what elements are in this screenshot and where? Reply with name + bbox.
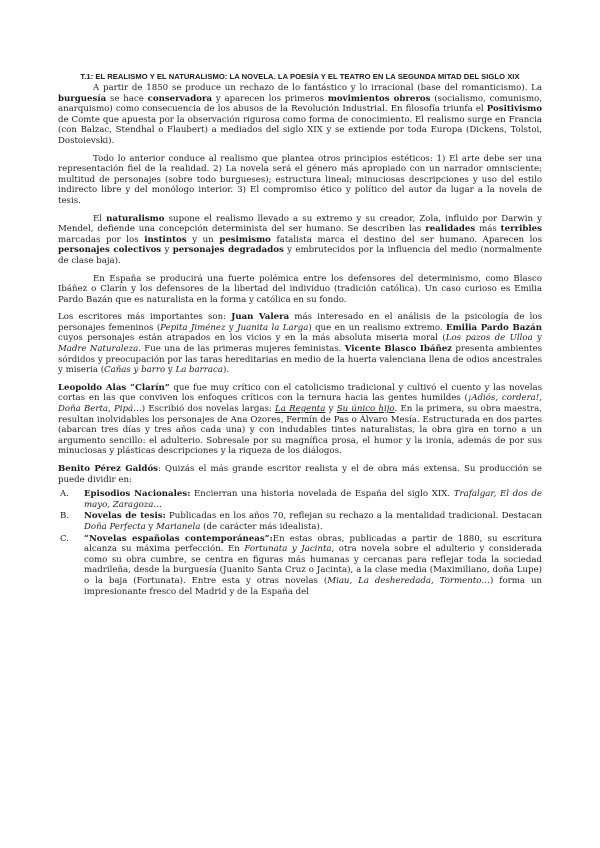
text: . Fue una de las primeras mujeres feministas.: [138, 344, 345, 355]
document-page: [58, 72, 542, 598]
text: , otra novela sobre el adulterio y considerada como su obra cumbre, se centra en figuras más humanas y cercanas para reflejar toda la sociedad madrileña, desde la burguesía (Juanito Santa Cruz o Jacinta), a la clase media (Maximiliano, doña Lupe) o la baja (Fortunata). Entre esta y otras novelas (: [84, 544, 542, 586]
text: presenta ambientes sórdidos y preocupación por las taras hereditarias en medio de la huerta valenciana llena de odios ancestrales y miseria (: [58, 344, 542, 376]
text: y: [145, 521, 157, 532]
bold-term: conservadora: [147, 93, 213, 104]
text: (socialismo, comunismo, anarquismo) como consecuencia de los abusos de la Revolución Industrial. En filosofía triunfa el: [58, 93, 542, 115]
text: ) que en un realismo extremo.: [308, 322, 447, 333]
bold-term: movimientos obreros: [327, 93, 431, 104]
galdos-works-list: [58, 489, 542, 597]
text: y: [325, 404, 337, 415]
list-item: [60, 511, 542, 532]
text: . En la primera, su obra maestra, resultan inolvidables los personajes de Ana Ozores, Fermín de Pas o Álvaro Mesía. Estructurada en dos partes (abarcan tres días y tres años cada una) y con indudables tintes naturalistas, la obra gira en torno a un argumento sencillo: el adulterio. Sobresale por su magnífica prosa, el humor y la ironía, además de por sus minuciosas y plásticas descripciones y la riqueza de los diálogos.: [58, 404, 542, 457]
bold-term: Novelas de tesis:: [84, 511, 166, 522]
list-marker: B.: [60, 511, 70, 522]
text: Los escritores más importantes son:: [58, 312, 232, 323]
work-title: Marianela: [156, 521, 201, 532]
work-title: ¡Adiós, cordera!, Doña Berta, Pipá…: [58, 393, 542, 415]
list-item: [60, 489, 542, 510]
author-name: Leopoldo Alas “Clarín”: [58, 382, 170, 393]
work-title: Los pazos de Ulloa: [445, 333, 533, 344]
list-item: [60, 533, 543, 598]
text: más interesado en el análisis de la psicología de los personajes femeninos (: [58, 312, 542, 333]
bold-term: burguesía: [58, 93, 107, 104]
author-name: Benito Pérez Galdós: [58, 464, 159, 474]
text: ) Escribió dos novelas largas:: [141, 404, 276, 415]
work-title: Doña Perfecta: [84, 521, 146, 532]
paragraph-spain-polemic: En España se producirá una fuerte polémica entre los defensores del determinismo, como Blasco Ibáñez o Clarín y los defensores de la libertad del individuo (tradición católica). Un caso curioso es Emilia Pardo Bazán que es naturalista en la forma y católica en su fondo.: [58, 273, 542, 305]
bold-term: terribles: [500, 224, 542, 235]
work-title: Fortunata y Jacinta: [244, 544, 332, 555]
work-title: La barraca: [175, 365, 223, 376]
text: se hace: [106, 93, 148, 104]
author-name: Vicente Blasco Ibáñez: [344, 344, 453, 355]
paragraph-naturalism: [58, 214, 542, 267]
bold-term: instintos: [144, 234, 187, 245]
work-title: Juanita la Larga: [237, 322, 309, 333]
bold-term: naturalismo: [106, 213, 165, 224]
text: y: [161, 245, 173, 256]
work-title: Madre Naturaleza: [58, 344, 139, 355]
bold-term: pesimismo: [219, 234, 271, 245]
list-marker: C.: [60, 533, 70, 544]
text: En estas obras, publicadas a partir de 1880, su escritura alcanza su máxima perfección. En: [84, 533, 542, 555]
bold-term: personajes degradados: [172, 245, 284, 256]
text: El: [93, 213, 107, 224]
work-title: Trafalgar, El dos de mayo, Zaragoza…: [84, 489, 542, 510]
text: y: [165, 365, 176, 376]
work-title: Su único hijo: [336, 404, 395, 415]
bold-term: “Novelas españolas contemporáneas”:: [84, 533, 273, 544]
text: (de carácter más idealista).: [200, 521, 323, 532]
author-name: Juan Valera: [231, 312, 290, 323]
text: y: [532, 333, 542, 344]
text: fatalista marca el destino del ser humano. Aparecen los: [270, 234, 542, 245]
text: Publicadas en los años 70, reflejan su rechazo a la mentalidad tradicional. Destacan: [165, 511, 542, 522]
text: que fue muy crítico con el catolicismo tradicional y cultivó el cuento y las novelas cortas en las que conviven los enfoques críticos con la ternura hacia las gentes humildes (: [58, 382, 542, 404]
paragraph-aesthetic-principles: Todo lo anterior conduce al realismo que plantea otros principios estéticos: 1) El arte debe ser una representación fiel de la realidad. 2) La novela será el género más apropiado con un narrador omnisciente; multitud de personajes (sobre todo burgueses); estructura lineal; minuciosas descripciones y uso del estilo indirecto libre y del monólogo interior. 3) El compromiso ético y político del autor da lugar a la novela de tesis.: [58, 153, 542, 206]
list-marker: A.: [60, 489, 69, 500]
text: marcadas por los: [58, 234, 145, 245]
text: y un: [186, 234, 220, 245]
text: ) forma un impresionante fresco del Madrid y de la España del: [84, 575, 543, 597]
text: : Quizás el más grande escritor realista y el de obra más extensa. Su producción se puede dividir en:: [58, 464, 542, 485]
bold-term: Positivismo: [486, 104, 542, 115]
work-title: Cañas y barro: [104, 365, 166, 376]
text: supone el realismo llevado a su extremo y su creador, Zola, influido por Darwin y Mendel, defiende una concepción determinista del ser humano. Se describen las: [58, 213, 542, 235]
paragraph-realism-origins: [58, 83, 542, 147]
text: y: [225, 322, 238, 333]
text: ).: [222, 365, 230, 376]
document-title: T.1: EL REALISMO Y EL NATURALISMO: LA NOVELA. LA POESÍA Y EL TEATRO EN LA SEGUNDA MITAD DEL SIGLO XIX: [80, 72, 520, 81]
text: Encierran una historia novelada de España del siglo XIX.: [190, 489, 454, 500]
bold-term: realidades: [425, 224, 476, 235]
text: más: [475, 224, 501, 235]
author-name: Emilia Pardo Bazán: [446, 322, 542, 333]
paragraph-galdos: [58, 464, 542, 485]
work-title: La Regenta: [275, 404, 326, 415]
bold-term: personajes colectivos: [58, 245, 162, 256]
text: A partir de 1850 se produce un rechazo de lo fantástico y lo irracional (base del romanticismo). La: [93, 83, 542, 93]
paragraph-main-writers: [58, 312, 542, 376]
work-title: Pepita Jiménez: [160, 322, 226, 333]
text: y aparecen los primeros: [212, 93, 328, 104]
text: y embrutecidos por la influencia del medio (normalmente de clase baja).: [58, 245, 542, 266]
text: de Comte que apuesta por la observación rigurosa como forma de conocimiento. El realismo surge en Francia (con Balzac, Stendhal o Flaubert) a mediados del siglo XIX y se extiende por toda Europa (Dickens, Tolstoi, Dostoievski).: [58, 114, 542, 146]
bold-term: Episodios Nacionales:: [84, 489, 191, 500]
text: cuyos personajes están atrapados en los vicios y en la más absoluta miseria moral (: [58, 333, 446, 344]
work-title: Miau, La desheredada, Tormento…: [327, 575, 490, 586]
paragraph-clarin: [58, 383, 542, 457]
